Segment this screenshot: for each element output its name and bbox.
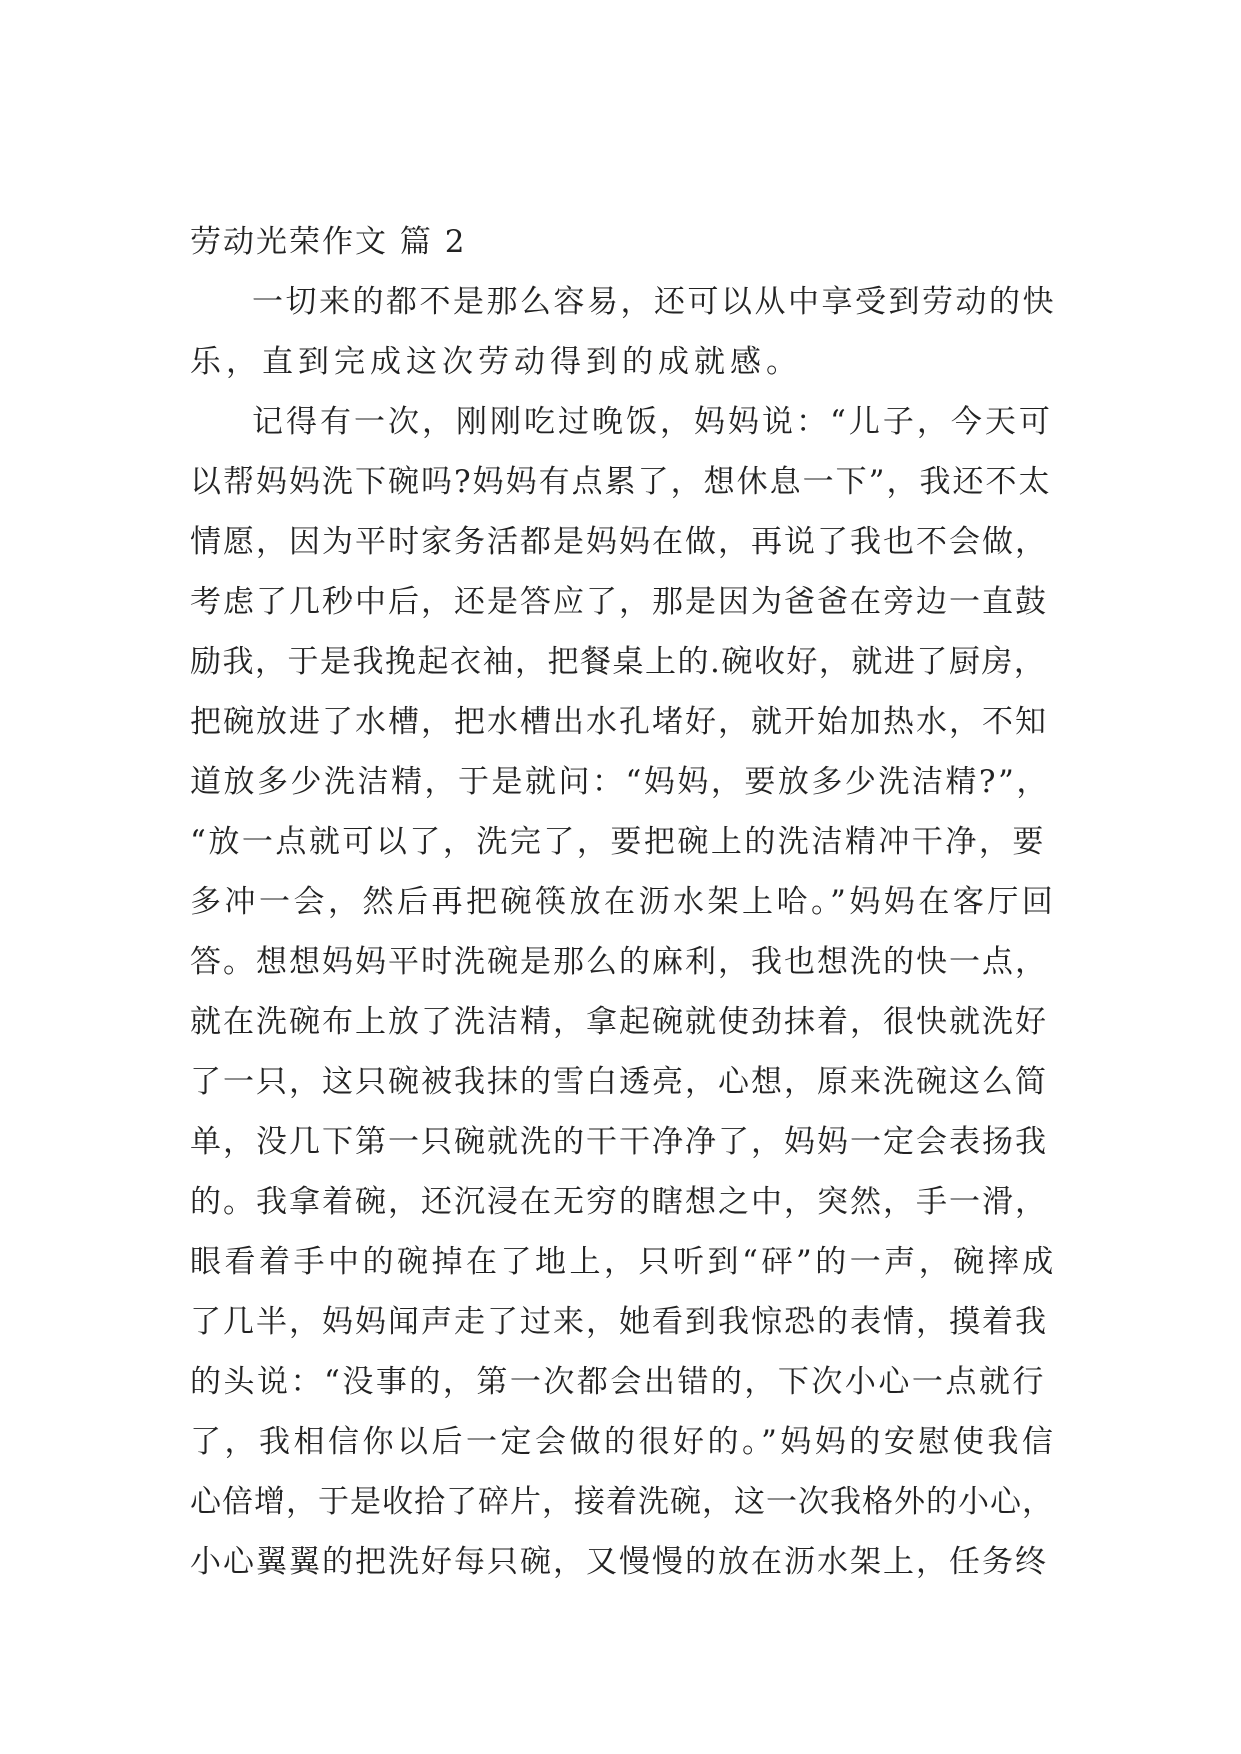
text-line: 一切来的都不是那么容易，还可以从中享受到劳动的快 bbox=[252, 284, 1056, 320]
text-line: 记得有一次，刚刚吃过晚饭，妈妈说：“儿子，今天可 bbox=[252, 404, 1053, 440]
text-line: 了一只，这只碗被我抹的雪白透亮，心想，原来洗碗这么简 bbox=[190, 1064, 1048, 1100]
text-line: 多冲一会，然后再把碗筷放在沥水架上哈。”妈妈在客厅回 bbox=[190, 884, 1057, 920]
text-line: 了几半，妈妈闻声走了过来，她看到我惊恐的表情，摸着我 bbox=[190, 1304, 1048, 1340]
text-line: 情愿，因为平时家务活都是妈妈在做，再说了我也不会做， bbox=[190, 524, 1048, 560]
text-line: 道放多少洗洁精，于是就问：“妈妈，要放多少洗洁精?”， bbox=[190, 764, 1050, 800]
text-line: 眼看着手中的碗掉在了地上，只听到“砰”的一声，碗摔成 bbox=[190, 1244, 1057, 1280]
text-line: 心倍增，于是收拾了碎片，接着洗碗，这一次我格外的小心， bbox=[190, 1484, 1054, 1520]
text-line: 的头说：“没事的，第一次都会出错的，下次小心一点就行 bbox=[190, 1364, 1046, 1400]
essay-heading: 劳动光荣作文 篇 2 bbox=[190, 224, 467, 260]
text-line: 单，没几下第一只碗就洗的干干净净了，妈妈一定会表扬我 bbox=[190, 1124, 1048, 1160]
text-line: 以帮妈妈洗下碗吗?妈妈有点累了，想休息一下”，我还不太 bbox=[190, 464, 1052, 500]
text-line: 的。我拿着碗，还沉浸在无穷的瞎想之中，突然，手一滑， bbox=[190, 1184, 1048, 1220]
text-line: 了，我相信你以后一定会做的很好的。”妈妈的安慰使我信 bbox=[190, 1424, 1057, 1460]
text-line: “放一点就可以了，洗完了，要把碗上的洗洁精冲干净，要 bbox=[190, 824, 1046, 860]
text-line: 把碗放进了水槽，把水槽出水孔堵好，就开始加热水，不知 bbox=[190, 704, 1048, 740]
text-line: 乐，直到完成这次劳动得到的成就感。 bbox=[190, 344, 802, 380]
text-line: 小心翼翼的把洗好每只碗，又慢慢的放在沥水架上，任务终 bbox=[190, 1544, 1048, 1580]
text-line: 答。想想妈妈平时洗碗是那么的麻利，我也想洗的快一点， bbox=[190, 944, 1048, 980]
text-line: 励我，于是我挽起衣袖，把餐桌上的.碗收好，就进了厨房， bbox=[190, 644, 1047, 680]
text-line: 考虑了几秒中后，还是答应了，那是因为爸爸在旁边一直鼓 bbox=[190, 584, 1048, 620]
text-line: 就在洗碗布上放了洗洁精，拿起碗就使劲抹着，很快就洗好 bbox=[190, 1004, 1048, 1040]
